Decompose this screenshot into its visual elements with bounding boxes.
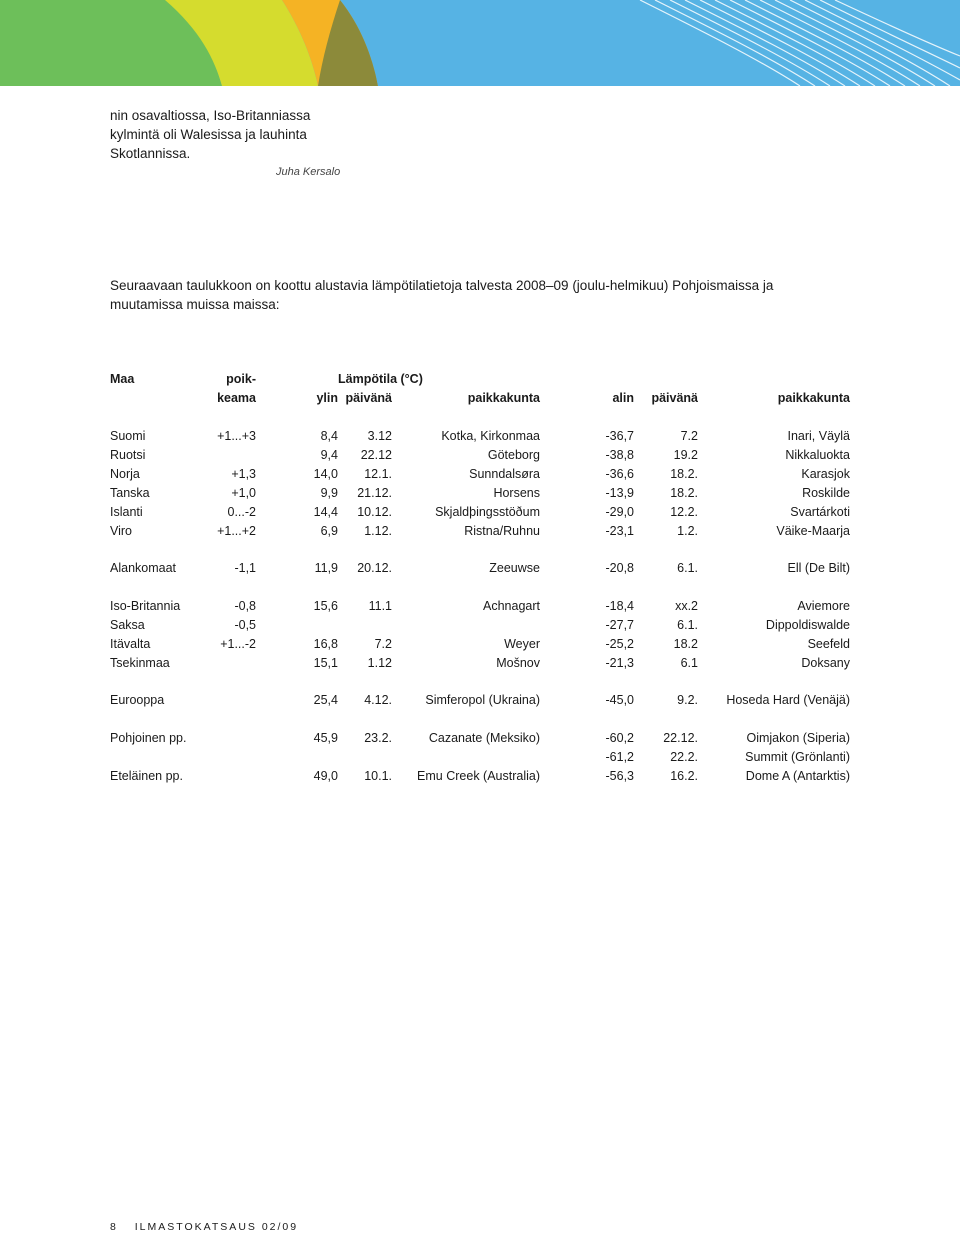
- cell-max: 9,9: [320, 486, 338, 500]
- cell-country: Tanska: [110, 486, 150, 500]
- cell-min-date: 6.1: [680, 656, 698, 670]
- intro-line: nin osavaltiossa, Iso-Britanniassa: [110, 108, 311, 123]
- cell-max-location: Achnagart: [483, 599, 540, 613]
- table-row: [0, 616, 960, 634]
- cell-deviation: +1...-2: [220, 637, 256, 651]
- table-row: [0, 654, 960, 672]
- cell-min: -36,7: [605, 429, 634, 443]
- cell-min: -61,2: [605, 750, 634, 764]
- cell-max-date: 3.12: [367, 429, 392, 443]
- author-name: Juha Kersalo: [276, 166, 341, 178]
- cell-min-location: Ell (De Bilt): [787, 561, 850, 575]
- cell-country: Suomi: [110, 429, 146, 443]
- cell-max-date: 7.2: [374, 637, 392, 651]
- cell-max: 14,4: [313, 505, 338, 519]
- cell-max-date: 1.12.: [364, 524, 392, 538]
- cell-min-date: 7.2: [680, 429, 698, 443]
- cell-max-location: Cazanate (Meksiko): [428, 731, 540, 745]
- cell-min-location: Summit (Grönlanti): [745, 750, 850, 764]
- cell-min: -18,4: [605, 599, 634, 613]
- table-row: [0, 427, 960, 445]
- cell-max-date: 22.12: [360, 448, 392, 462]
- table-row: [0, 446, 960, 464]
- cell-min-date: 9.2.: [677, 693, 698, 707]
- cell-min-location: Nikkaluokta: [785, 448, 850, 462]
- cell-max-date: 20.12.: [357, 561, 392, 575]
- table-row: [0, 729, 960, 747]
- col-header-min-date: päivänä: [651, 391, 698, 405]
- cell-deviation: +1...+2: [217, 524, 256, 538]
- cell-max-location: Emu Creek (Australia): [417, 769, 540, 783]
- cell-max-location: Weyer: [504, 637, 540, 651]
- table-row: [0, 503, 960, 521]
- cell-max-location: Skjaldþingsstöðum: [435, 505, 540, 519]
- table-row: [0, 559, 960, 577]
- cell-min-date: 18.2.: [670, 467, 698, 481]
- decorative-banner-graphic: [0, 0, 960, 86]
- cell-deviation: +1,3: [231, 467, 256, 481]
- cell-min-location: Oimjakon (Siperia): [746, 731, 850, 745]
- cell-country: Islanti: [110, 505, 143, 519]
- cell-min: -23,1: [605, 524, 634, 538]
- col-header-min-location: paikkakunta: [777, 391, 850, 405]
- col-header-deviation-bottom: keama: [217, 391, 256, 405]
- cell-min-location: Seefeld: [807, 637, 850, 651]
- cell-country: Eteläinen pp.: [110, 769, 183, 783]
- lead-line: muutamissa muissa maissa:: [110, 297, 280, 312]
- cell-min-date: 18.2: [673, 637, 698, 651]
- cell-country: Iso-Britannia: [110, 599, 181, 613]
- cell-min-location: Inari, Väylä: [787, 429, 850, 443]
- cell-min: -27,7: [605, 618, 634, 632]
- cell-country: Alankomaat: [110, 561, 177, 575]
- table-row: [0, 465, 960, 483]
- cell-country: Viro: [110, 524, 133, 538]
- cell-max-date: 4.12.: [364, 693, 392, 707]
- cell-deviation: 0...-2: [227, 505, 256, 519]
- lead-line: Seuraavaan taulukkoon on koottu alustavia lämpötilatietoja talvesta 2008–09 (joulu-helmikuu) Pohjoismaissa ja: [110, 278, 774, 293]
- cell-max: 25,4: [313, 693, 338, 707]
- col-header-country: Maa: [110, 372, 135, 386]
- publication-title: ILMASTOKATSAUS 02/09: [134, 1221, 299, 1233]
- cell-min-date: 19.2: [673, 448, 698, 462]
- cell-min: -45,0: [605, 693, 634, 707]
- cell-max: 11,9: [314, 561, 338, 575]
- intro-paragraph: [110, 106, 410, 163]
- cell-max: 14,0: [313, 467, 338, 481]
- table-row: [0, 691, 960, 709]
- page-footer: [110, 1221, 298, 1233]
- cell-min-date: 6.1.: [677, 561, 698, 575]
- cell-max-date: 10.1.: [364, 769, 392, 783]
- cell-max-location: Horsens: [493, 486, 540, 500]
- cell-min: -56,3: [605, 769, 634, 783]
- table-lead-paragraph: [110, 276, 850, 314]
- cell-min: -13,9: [605, 486, 634, 500]
- cell-min-location: Hoseda Hard (Venäjä): [726, 693, 850, 707]
- cell-max-location: Ristna/Ruhnu: [464, 524, 540, 538]
- cell-max-date: 23.2.: [364, 731, 392, 745]
- cell-country: Pohjoinen pp.: [110, 731, 187, 745]
- cell-min: -36,6: [605, 467, 634, 481]
- table-row: [0, 748, 960, 766]
- cell-max-date: 1.12: [367, 656, 392, 670]
- cell-country: Saksa: [110, 618, 145, 632]
- cell-max-location: Simferopol (Ukraina): [425, 693, 540, 707]
- cell-deviation: -0,8: [234, 599, 256, 613]
- col-header-max-location: paikkakunta: [467, 391, 540, 405]
- cell-country: Eurooppa: [110, 693, 165, 707]
- cell-max: 8,4: [320, 429, 338, 443]
- cell-max: 15,1: [313, 656, 338, 670]
- cell-min-date: 16.2.: [670, 769, 698, 783]
- cell-min-location: Aviemore: [797, 599, 850, 613]
- cell-max-location: Zeeuwse: [489, 561, 540, 575]
- cell-max: 45,9: [313, 731, 338, 745]
- cell-min-location: Svartárkoti: [790, 505, 850, 519]
- cell-min: -38,8: [605, 448, 634, 462]
- cell-min: -60,2: [605, 731, 634, 745]
- cell-min-location: Dippoldiswalde: [765, 618, 850, 632]
- cell-min-date: 1.2.: [677, 524, 698, 538]
- cell-country: Tsekinmaa: [110, 656, 170, 670]
- table-row: [0, 484, 960, 502]
- cell-max-date: 21.12.: [357, 486, 392, 500]
- cell-deviation: -0,5: [234, 618, 256, 632]
- table-row: [0, 635, 960, 653]
- cell-min: -25,2: [605, 637, 634, 651]
- cell-min-location: Doksany: [801, 656, 850, 670]
- cell-min: -20,8: [605, 561, 634, 575]
- cell-min: -29,0: [605, 505, 634, 519]
- cell-country: Norja: [110, 467, 140, 481]
- cell-max: 9,4: [320, 448, 338, 462]
- cell-min: -21,3: [605, 656, 634, 670]
- cell-deviation: +1,0: [231, 486, 256, 500]
- cell-deviation: +1...+3: [217, 429, 256, 443]
- cell-max-location: Kotka, Kirkonmaa: [441, 429, 540, 443]
- col-header-temperature-group: Lämpötila (°C): [338, 372, 423, 386]
- cell-min-location: Roskilde: [802, 486, 850, 500]
- cell-min-date: 18.2.: [670, 486, 698, 500]
- cell-min-location: Väike-Maarja: [776, 524, 850, 538]
- intro-line: kylmintä oli Walesissa ja lauhinta: [110, 127, 307, 142]
- cell-max: 6,9: [320, 524, 338, 538]
- cell-max: 49,0: [313, 769, 338, 783]
- cell-max-location: Göteborg: [487, 448, 540, 462]
- table-row: [0, 522, 960, 540]
- cell-country: Itävalta: [110, 637, 151, 651]
- cell-deviation: -1,1: [234, 561, 256, 575]
- cell-min-date: 22.2.: [670, 750, 698, 764]
- cell-min-date: 12.2.: [670, 505, 698, 519]
- col-header-deviation-top: poik-: [226, 372, 256, 386]
- cell-min-location: Karasjok: [801, 467, 850, 481]
- table-row: [0, 597, 960, 615]
- cell-min-date: 6.1.: [677, 618, 698, 632]
- cell-min-date: xx.2: [675, 599, 698, 613]
- intro-line: Skotlannissa.: [110, 146, 191, 161]
- col-header-max-date: päivänä: [345, 391, 392, 405]
- table-row: [0, 767, 960, 785]
- cell-max: 16,8: [313, 637, 338, 651]
- cell-max-location: Mošnov: [496, 656, 540, 670]
- cell-max-date: 11.1: [368, 599, 392, 613]
- cell-min-date: 22.12.: [663, 731, 698, 745]
- cell-max: 15,6: [313, 599, 338, 613]
- cell-min-location: Dome A (Antarktis): [745, 769, 850, 783]
- cell-country: Ruotsi: [110, 448, 146, 462]
- header-banner: [0, 0, 960, 86]
- cell-max-date: 10.12.: [357, 505, 392, 519]
- col-header-max: ylin: [316, 391, 338, 405]
- page-number: 8: [110, 1221, 118, 1233]
- cell-max-location: Sunndalsøra: [469, 467, 540, 481]
- cell-max-date: 12.1.: [364, 467, 392, 481]
- col-header-min: alin: [612, 391, 634, 405]
